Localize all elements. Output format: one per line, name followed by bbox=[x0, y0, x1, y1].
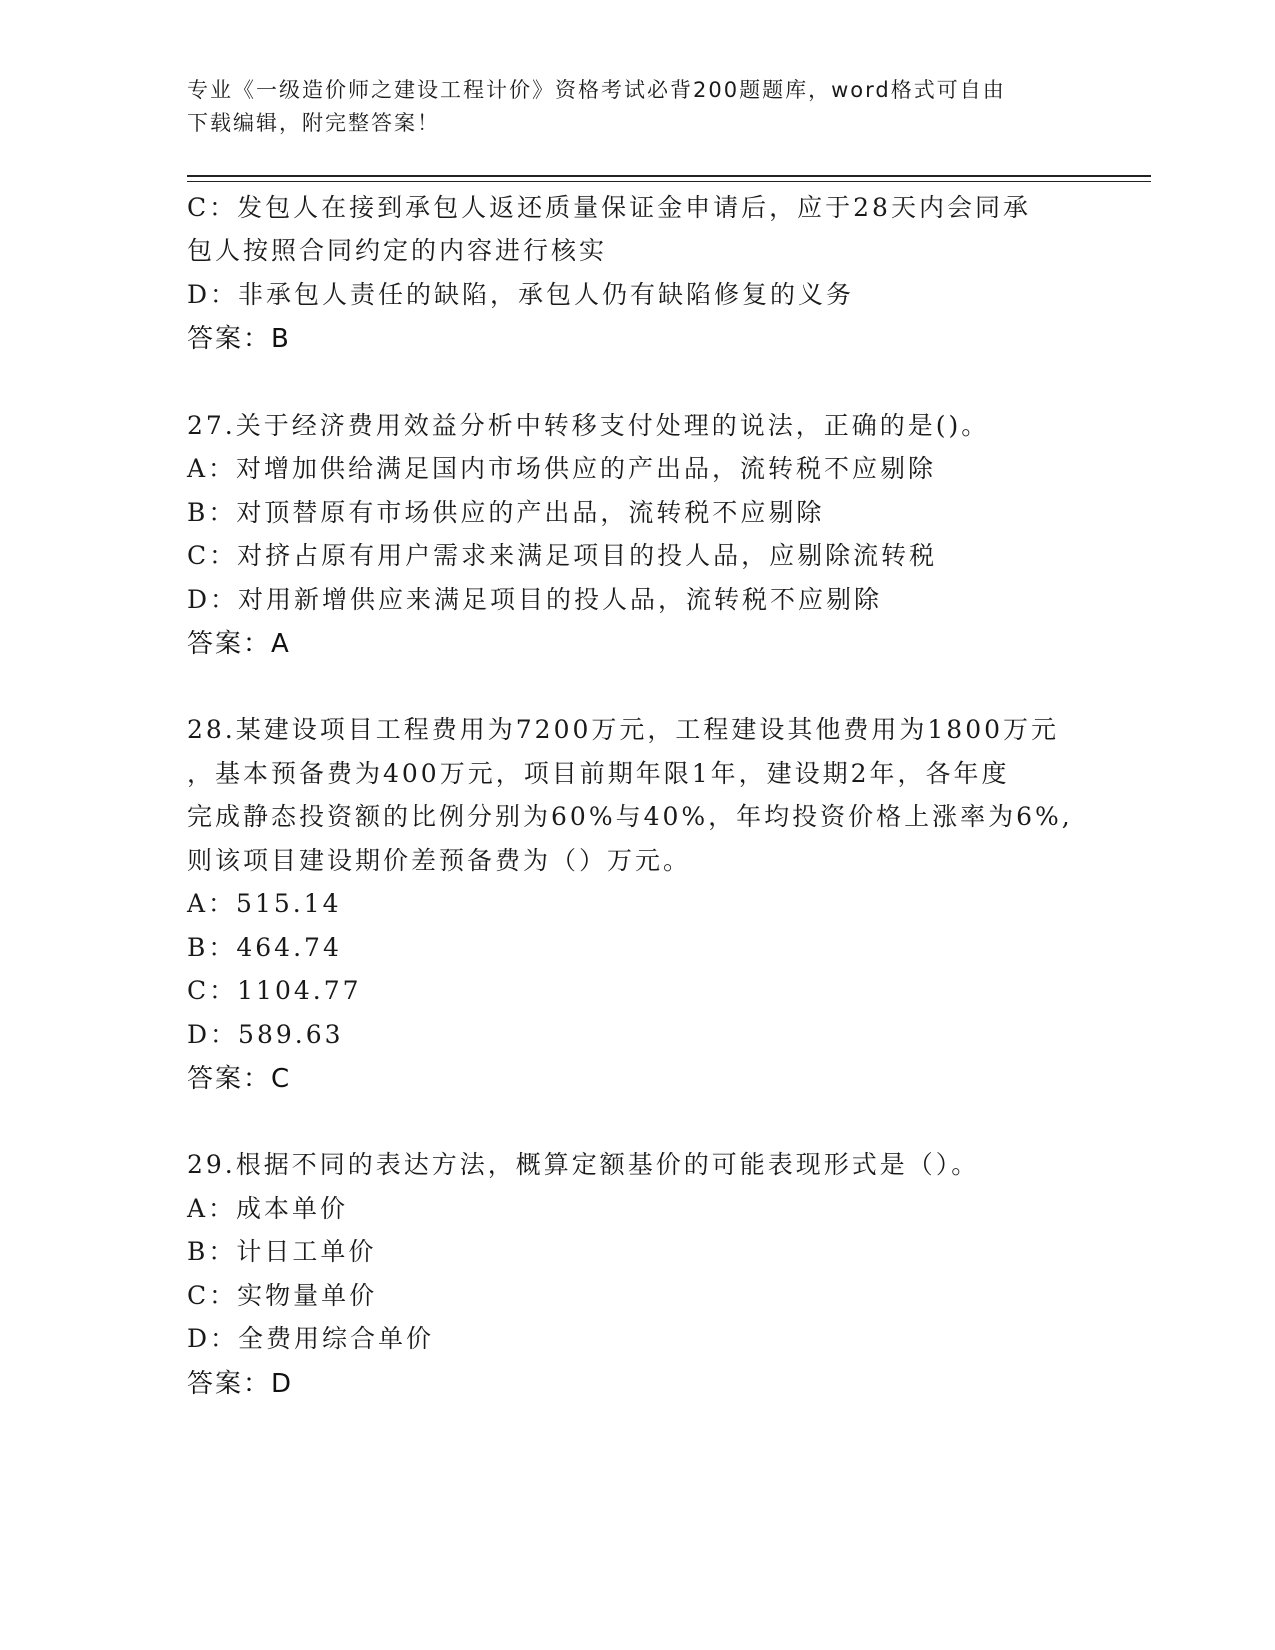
q28-option-b: B：464.74 bbox=[187, 933, 342, 962]
q29-option-d: D：全费用综合单价 bbox=[187, 1324, 435, 1353]
q28-stem-line-2: ，基本预备费为400万元，项目前期年限1年，建设期2年，各年度 bbox=[187, 759, 1010, 788]
header-rule-thin bbox=[187, 181, 1151, 182]
document-header bbox=[187, 74, 1067, 140]
q28-option-c: C：1104.77 bbox=[187, 976, 362, 1005]
q28-option-a: A：515.14 bbox=[187, 889, 342, 918]
q27-option-b: B：对顶替原有市场供应的产出品，流转税不应剔除 bbox=[187, 498, 825, 527]
q28-stem-line-1: 28.某建设项目工程费用为7200万元，工程建设其他费用为1800万元 bbox=[187, 715, 1060, 744]
q27-option-c: C：对挤占原有用户需求来满足项目的投人品，应剔除流转税 bbox=[187, 541, 938, 570]
q28-answer: 答案：C bbox=[187, 1064, 292, 1094]
q29-answer: 答案：D bbox=[187, 1369, 294, 1399]
q29-option-a: A：成本单价 bbox=[187, 1194, 349, 1223]
q27-answer: 答案：A bbox=[187, 629, 291, 659]
q29-stem: 29.根据不同的表达方法，概算定额基价的可能表现形式是（）。 bbox=[187, 1150, 980, 1179]
q29-option-c: C：实物量单价 bbox=[187, 1281, 378, 1310]
q26-option-d: D：非承包人责任的缺陷，承包人仍有缺陷修复的义务 bbox=[187, 280, 855, 309]
q28-option-d: D：589.63 bbox=[187, 1020, 344, 1049]
q27-option-a: A：对增加供给满足国内市场供应的产出品，流转税不应剔除 bbox=[187, 454, 937, 483]
q27-stem: 27.关于经济费用效益分析中转移支付处理的说法，正确的是()。 bbox=[187, 411, 990, 440]
q28-stem-line-4: 则该项目建设期价差预备费为（）万元。 bbox=[187, 846, 692, 875]
q27-option-d: D：对用新增供应来满足项目的投人品，流转税不应剔除 bbox=[187, 585, 883, 614]
q26-option-c-line-1: C：发包人在接到承包人返还质量保证金申请后，应于28天内会同承 bbox=[187, 193, 1031, 222]
header-line-2: 下载编辑，附完整答案！ bbox=[187, 111, 440, 135]
q28-stem-line-3: 完成静态投资额的比例分别为60%与40%，年均投资价格上涨率为6%, bbox=[187, 802, 1073, 831]
header-line-1: 专业《一级造价师之建设工程计价》资格考试必背200题题库，word格式可自由 bbox=[187, 78, 1006, 102]
q29-option-b: B：计日工单价 bbox=[187, 1237, 377, 1266]
header-rule-thick bbox=[187, 175, 1151, 177]
q26-option-c-line-2: 包人按照合同约定的内容进行核实 bbox=[187, 236, 608, 265]
q26-answer: 答案：B bbox=[187, 324, 291, 354]
